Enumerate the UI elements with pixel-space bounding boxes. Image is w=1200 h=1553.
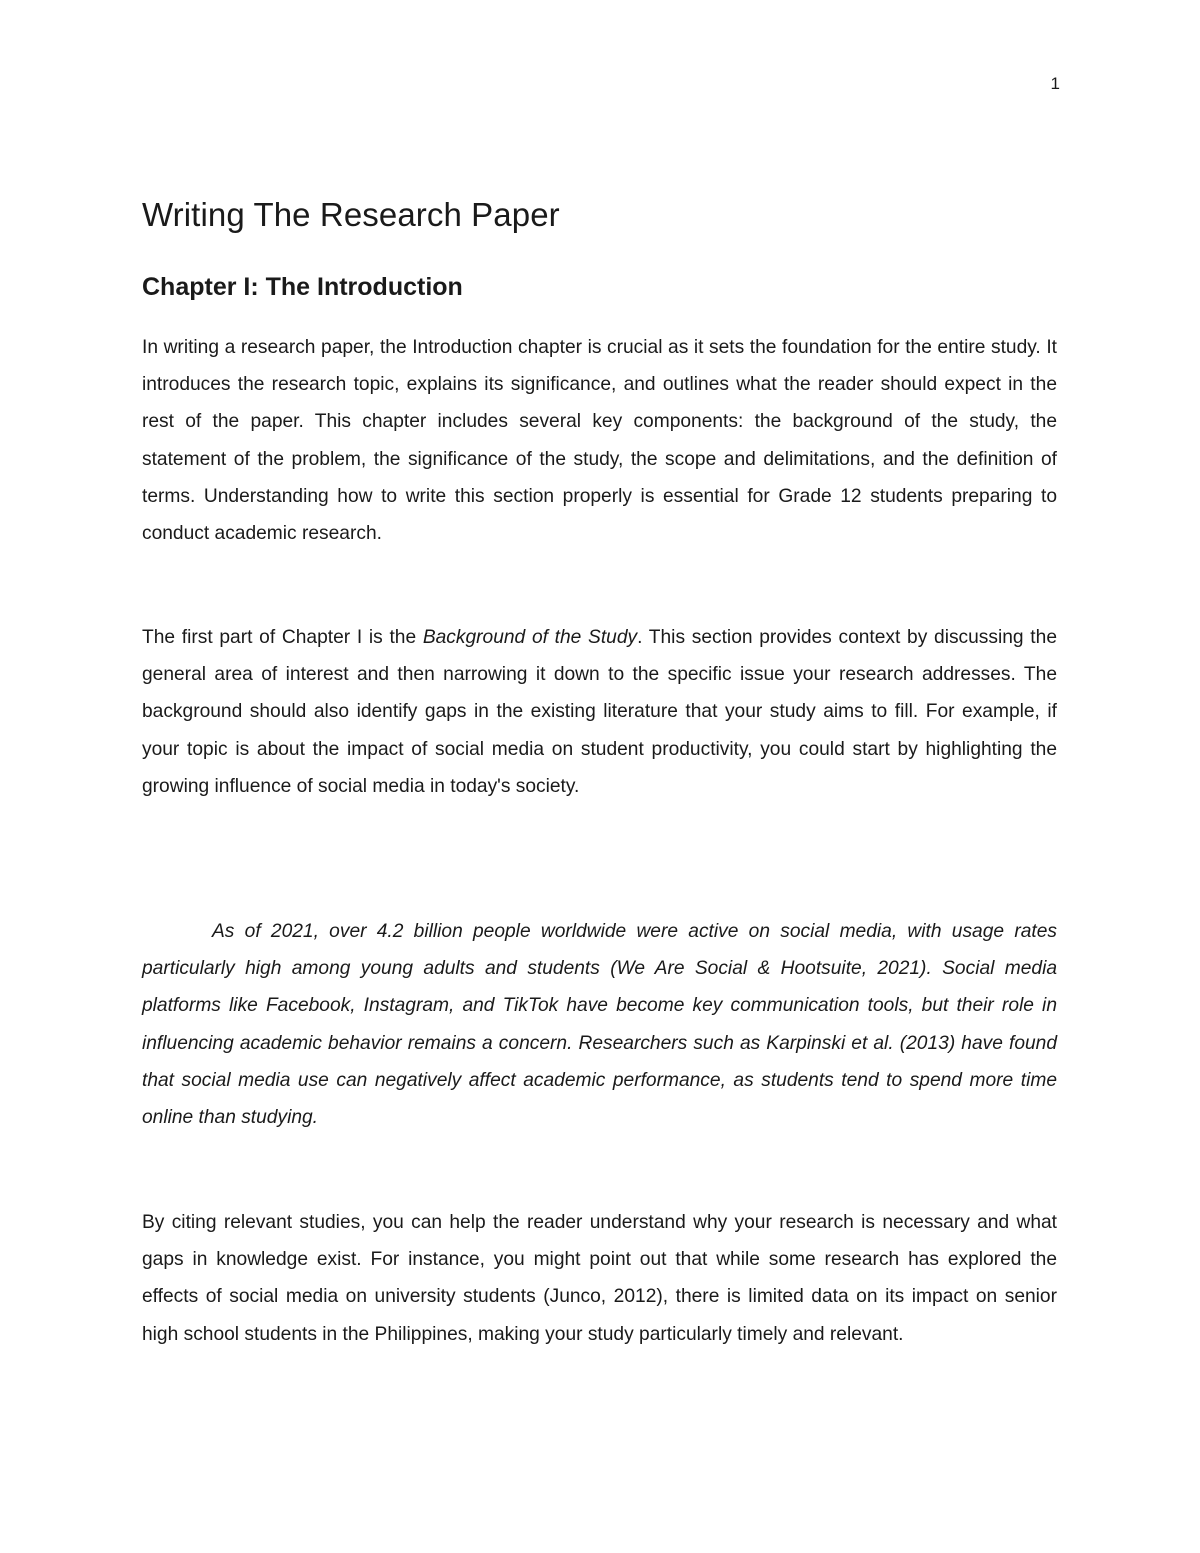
paragraph-example-italic: As of 2021, over 4.2 billion people worldwide were active on social media, with usage rates particularly high among young adults and students (We Are Social & Hootsuite, 2021). Social media platforms like Facebook, Instagram, and TikTok have become key communication tools, but their role in influencing academic behavior remains a concern. Researchers such as Karpinski et al. (2013) have found that social media use can negatively affect academic performance, as students tend to spend more time online than studying. <box>142 921 1057 1129</box>
paragraph-background <box>142 619 1057 805</box>
paragraph-citing-studies: By citing relevant studies, you can help the reader understand why your research is necessary and what gaps in knowledge exist. For instance, you might point out that while some research has explored the effects of social media on university students (Junco, 2012), there is limited data on its impact on senior high school students in the Philippines, making your study particularly timely and relevant. <box>142 1212 1057 1345</box>
chapter-heading: Chapter I: The Introduction <box>142 273 463 301</box>
paragraph-introduction: In writing a research paper, the Introduction chapter is crucial as it sets the foundation for the entire study. It introduces the research topic, explains its significance, and outlines what the reader should expect in the rest of the paper. This chapter includes several key components: the background of the study, the statement of the problem, the significance of the study, the scope and delimitations, and the definition of terms. Understanding how to write this section properly is essential for Grade 12 students preparing to conduct academic research. <box>142 337 1057 545</box>
background-of-study-emphasis: Background of the Study <box>422 627 638 648</box>
page-number: 1 <box>1050 74 1060 93</box>
document-title: Writing The Research Paper <box>142 196 560 233</box>
paragraph-background-lead: The first part of Chapter I is the <box>142 627 423 648</box>
paragraph-background-rest: . This section provides context by discussing the general area of interest and then narrowing it down to the specific issue your research addresses. The background should also identify gaps in the existing literature that your study aims to fill. For example, if your topic is about the impact of social media on student productivity, you could start by highlighting the growing influence of social media in today's society. <box>142 627 1057 797</box>
